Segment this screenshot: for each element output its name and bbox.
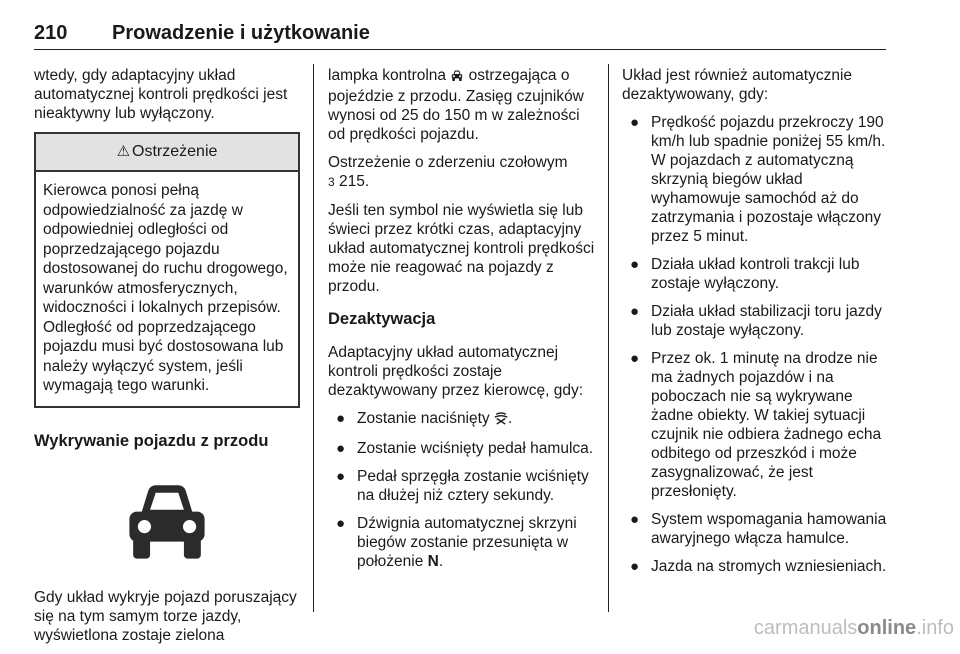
warning-box — [34, 132, 300, 408]
column-2 — [328, 66, 596, 580]
page-number: 210 — [34, 22, 68, 44]
list-item: ● Przez ok. 1 minutę na drodze nie ma żadnych pojazdów i na poboczach nie są wykrywane żadne obiekty. W takiej sytuacji czujnik nie odbiera żadnego echa odbitego od przeszkód i może zasygnalizować, że jest przesłonięty. — [630, 350, 882, 500]
vehicle-ahead-icon — [120, 474, 214, 568]
header-rule — [34, 49, 886, 50]
page-header — [34, 12, 886, 50]
list-item: ● Dźwignia automatycznej skrzyni biegów zostanie przesunięta w położenie N. — [336, 515, 577, 570]
symbol-note-paragraph: Jeśli ten symbol nie wyświetla się lub świeci przez krótki czas, adaptacyjny układ automatycznej kontroli prędkości może nie reagować na pojazdy z przodu. — [328, 202, 595, 295]
page-title: Prowadzenie i użytkowanie — [112, 22, 370, 44]
collision-warning-paragraph: Ostrzeżenie o zderzeniu czołowym 3 215. — [328, 154, 568, 190]
indicator-paragraph: lampka kontrolna ostrzegająca o pojeździe z przodu. Zasięg czujników wynosi od 25 do 150 m w zależności od prędkości pojazdu. — [328, 67, 584, 143]
list-item: ● Prędkość pojazdu przekroczy 190 km/h lub spadnie poniżej 55 km/h. W pojazdach z automatyczną skrzynią biegów układ wyhamowuje samochód aż do zatrzymania i pozostaje włączony przez 5 minut. — [630, 114, 886, 245]
auto-deactivation-list — [622, 113, 894, 576]
column-1 — [34, 66, 300, 654]
figure-caption-paragraph: Gdy układ wykryje pojazd poruszający się na tym samym torze jazdy, wyświetlona zostaje zielona — [34, 588, 297, 644]
list-item: ● System wspomagania hamowania awaryjnego włącza hamulce. — [630, 511, 887, 547]
list-item: ● Zostanie wciśnięty pedał hamulca. — [336, 440, 594, 457]
warning-triangle-icon: ⚠ — [116, 143, 131, 160]
warning-header — [36, 134, 298, 172]
list-item: ● Zostanie naciśnięty . — [328, 409, 596, 430]
page-reference-arrow: 3 — [328, 175, 335, 189]
section-heading-deactivation: Dezaktywacja — [328, 310, 436, 328]
list-item: ● Jazda na stromych wzniesieniach. — [630, 558, 887, 575]
warning-title: Ostrzeżenie — [132, 143, 218, 160]
list-item: ● Działa układ kontroli trakcji lub zostaje wyłączony. — [630, 256, 860, 292]
deactivation-intro: Adaptacyjny układ automatycznej kontroli prędkości zostaje dezaktywowany przez kierowcę, gdy: — [328, 344, 584, 399]
column-divider-2 — [608, 64, 609, 612]
intro-paragraph: wtedy, gdy adaptacyjny układ automatycznej kontroli prędkości jest nieaktywny lub wyłączony. — [34, 67, 288, 122]
vehicle-ahead-figure — [34, 465, 300, 577]
deactivation-list — [328, 409, 596, 571]
list-item: ● Pedał sprzęgła zostanie wciśnięty na dłużej niż cztery sekundy. — [336, 468, 589, 504]
vehicle-ahead-indicator-icon — [450, 68, 464, 87]
warning-body: Kierowca ponosi pełną odpowiedzialność za jazdę w odpowiedniej odległości od poprzedzającego pojazdu dostosowanej do ruchu drogowego, warunków atmosferycznych, widoczności i lokalnych przepisów. Odległość od poprzedzającego pojazdu musi być dostosowana lub należy wyłączyć system, jeśli wymagają tego warunki. — [43, 182, 288, 394]
page-reference: 215. — [334, 173, 370, 190]
list-item: ● Działa układ stabilizacji toru jazdy lub zostaje wyłączony. — [630, 303, 882, 339]
cruise-cancel-icon — [494, 411, 508, 430]
column-divider-1 — [313, 64, 314, 612]
section-heading-vehicle-detection: Wykrywanie pojazdu z przodu — [34, 431, 269, 450]
watermark: carmanualsonline.info — [753, 617, 954, 639]
column-3 — [622, 66, 894, 585]
auto-deactivation-intro: Układ jest również automatycznie dezaktywowany, gdy: — [622, 67, 853, 103]
